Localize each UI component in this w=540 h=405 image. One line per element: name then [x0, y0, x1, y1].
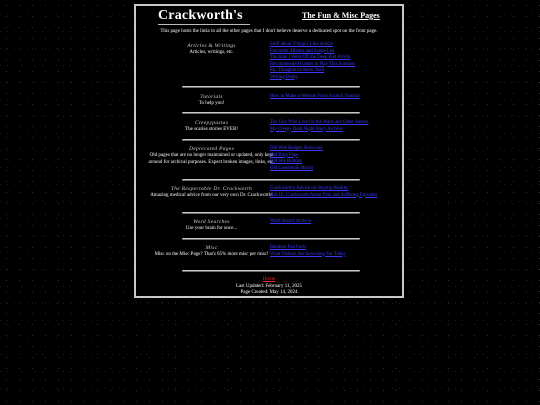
page-footer: [136, 277, 402, 297]
link-item[interactable]: The time I Went Off the Deep End Article: [270, 55, 351, 60]
section-title: Misc: [205, 245, 218, 251]
divider: [182, 139, 360, 141]
divider: [182, 86, 360, 88]
divider: [182, 238, 360, 240]
section-deprecated: [144, 146, 279, 166]
divider: [182, 270, 360, 272]
link-item[interactable]: Writing Dump: [270, 74, 298, 80]
link-item[interactable]: Old Guestbook Mirror: [270, 165, 314, 171]
link-item[interactable]: My Thoughts on Retro Tech: [270, 68, 325, 73]
link-item[interactable]: What Visitors Are Searching For Today: [270, 251, 346, 257]
divider: [182, 212, 360, 214]
link-item[interactable]: Word Search Archive: [270, 219, 312, 224]
link-item[interactable]: My Creepy Dark Night Story Archive: [270, 126, 343, 132]
section-dr-crackworth: [144, 186, 279, 200]
content-frame: [134, 4, 404, 298]
section-word-searches: [144, 219, 279, 233]
divider: [182, 112, 360, 114]
section-desc: Use your brain for once...: [185, 226, 238, 231]
last-updated: Last Updated: February 11, 2025: [235, 283, 303, 289]
link-item[interactable]: Recommended Games to Play This Summer: [270, 61, 356, 67]
link-item[interactable]: Random Fun Facts: [270, 245, 307, 250]
section-articles-links: [270, 42, 398, 81]
section-deprecated-links: [270, 146, 398, 172]
section-misc-links: [270, 245, 398, 258]
page-created: Page Created: May 14, 2024: [240, 290, 298, 295]
section-title: Tutorials: [200, 94, 223, 100]
section-desc: The scaries stories EVER!: [185, 127, 238, 132]
link-item[interactable]: Crackworth's Advice on Staying Healthy: [270, 186, 349, 191]
section-dr-crackworth-links: [270, 186, 398, 199]
home-link[interactable]: Home: [262, 277, 276, 282]
link-item[interactable]: Favourite Albums and Songs List: [270, 48, 335, 54]
link-item[interactable]: How to Make a Website From Scratch Tutorial: [270, 94, 360, 99]
section-desc: Old pages that are no longer maintained or updated, only kept around for archival purposes. Expect broken images, links, etc.: [148, 153, 275, 165]
site-header: [136, 6, 402, 26]
section-desc: Articles, writings, etc.: [189, 50, 234, 55]
section-title: Deprecated Pages: [188, 146, 235, 152]
link-item[interactable]: Old Site Buttons: [270, 159, 302, 164]
section-creepypastas: [144, 120, 279, 134]
section-desc: Misc on the Misc Page? That's 65% more misc per misc!: [154, 252, 269, 257]
section-creepypastas-links: [270, 120, 398, 133]
link-item[interactable]: Old Blog Page: [270, 152, 299, 158]
section-desc: Amazing medical advice from our very own Dr. Crackworth!: [150, 193, 273, 198]
section-tutorials-links: [270, 94, 398, 101]
section-title: Articles & Writings: [187, 43, 236, 49]
link-item[interactable]: Ask Dr. Crackworth About Pain and Suffering Episodes: [270, 192, 378, 198]
link-item[interactable]: Old Web Badges Showcase: [270, 146, 323, 151]
section-articles: [144, 43, 279, 57]
link-item[interactable]: The Guy Who Lived in the Walls and Other Stories: [270, 120, 369, 125]
link-item[interactable]: Stuff about Things I Like Article: [270, 42, 333, 47]
section-tutorials: [144, 94, 279, 108]
divider: [182, 179, 360, 181]
section-title: The Respectable Dr. Crackworth: [170, 186, 253, 192]
logo-underline: [158, 24, 250, 25]
section-desc: To help you!: [198, 101, 225, 106]
section-word-searches-links: [270, 219, 398, 226]
intro-text: This page hosts the links to all the other pages that I don't believe deserve a dedicated spot on the front page.: [160, 29, 378, 34]
page-title: The Fun & Misc Pages: [302, 11, 380, 20]
section-title: Word Searches: [193, 219, 230, 225]
section-misc: [144, 245, 279, 259]
site-logo[interactable]: Crackworth's: [158, 8, 243, 23]
section-title: Creepypastas: [194, 120, 229, 126]
